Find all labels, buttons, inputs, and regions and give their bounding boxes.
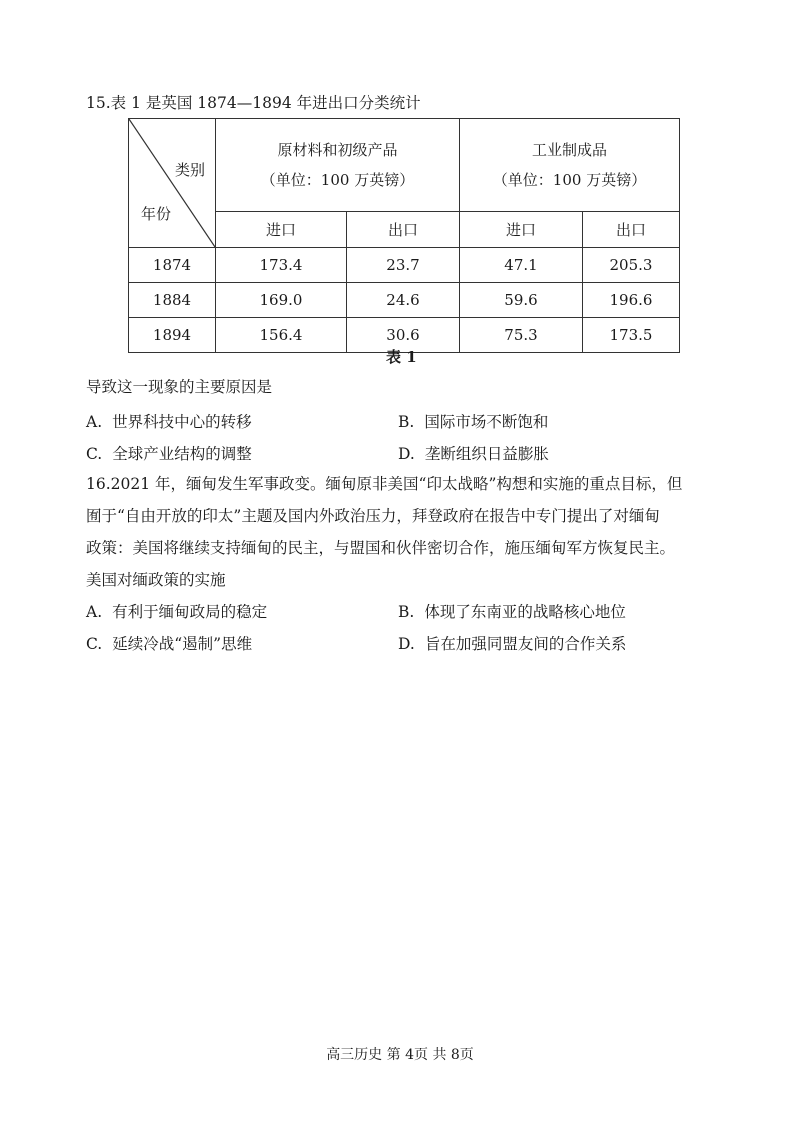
value-cell: 23.7	[347, 248, 460, 283]
value-cell: 59.6	[460, 283, 583, 318]
subheader-import: 进口	[460, 212, 583, 248]
year-cell: 1894	[129, 318, 216, 353]
page-footer: 高三历史 第 4页 共 8页	[326, 1047, 474, 1063]
question-16-option-a	[86, 600, 267, 622]
option-letter: C.	[86, 635, 103, 653]
option-text: 垄断组织日益膨胀	[424, 445, 549, 463]
value-cell: 196.6	[583, 283, 680, 318]
option-text: 世界科技中心的转移	[112, 413, 252, 431]
question-16-stem-line: 16.2021 年，缅甸发生军事政变。缅甸原非美国“印太战略”构想和实施的重点目标，但	[86, 475, 683, 493]
group-name: 工业制成品	[531, 141, 607, 159]
trade-statistics-table	[128, 118, 680, 353]
option-text: 全球产业结构的调整	[112, 445, 252, 463]
table-row	[129, 248, 680, 283]
option-letter: B.	[398, 413, 415, 431]
option-letter: D.	[398, 635, 415, 653]
year-cell: 1884	[129, 283, 216, 318]
question-15-stem: 15.表 1 是英国 1874—1894 年进出口分类统计	[86, 94, 421, 112]
subheader-export: 出口	[347, 212, 460, 248]
group-unit: （单位：100 万英镑）	[260, 171, 415, 189]
question-16-option-d	[398, 632, 626, 654]
subheader-export: 出口	[583, 212, 680, 248]
question-15-prompt: 导致这一现象的主要原因是	[86, 378, 273, 396]
question-15-option-b	[398, 410, 548, 432]
option-text: 延续冷战“遏制”思维	[112, 635, 253, 653]
year-cell: 1874	[129, 248, 216, 283]
group-header-manufactured-goods	[460, 119, 680, 212]
option-letter: A.	[86, 603, 103, 621]
group-header-raw-materials	[216, 119, 460, 212]
group-name: 原材料和初级产品	[277, 141, 398, 159]
value-cell: 75.3	[460, 318, 583, 353]
question-16-option-b	[398, 600, 626, 622]
value-cell: 47.1	[460, 248, 583, 283]
question-16-stem-line: 美国对缅政策的实施	[86, 571, 226, 589]
table-caption: 表 1	[386, 348, 417, 366]
value-cell: 24.6	[347, 283, 460, 318]
table-corner-cell	[129, 119, 216, 248]
question-15-option-d	[398, 442, 549, 464]
group-unit: （单位：100 万英镑）	[492, 171, 647, 189]
corner-label-category: 类别	[174, 161, 205, 179]
diagonal-line	[129, 119, 215, 247]
question-16-stem-line: 政策：美国将继续支持缅甸的民主，与盟国和伙伴密切合作，施压缅甸军方恢复民主。	[86, 539, 676, 557]
subheader-import: 进口	[216, 212, 347, 248]
value-cell: 173.5	[583, 318, 680, 353]
option-text: 有利于缅甸政局的稳定	[112, 603, 268, 621]
table-row	[129, 283, 680, 318]
question-16-stem-line: 囿于“自由开放的印太”主题及国内外政治压力，拜登政府在报告中专门提出了对缅甸	[86, 507, 660, 525]
value-cell: 156.4	[216, 318, 347, 353]
option-letter: D.	[398, 445, 415, 463]
question-15-option-a	[86, 410, 252, 432]
value-cell: 205.3	[583, 248, 680, 283]
question-16-option-c	[86, 632, 252, 654]
option-letter: A.	[86, 413, 103, 431]
option-letter: C.	[86, 445, 103, 463]
value-cell: 30.6	[347, 318, 460, 353]
value-cell: 173.4	[216, 248, 347, 283]
option-text: 旨在加强同盟友间的合作关系	[424, 635, 627, 653]
question-15-option-c	[86, 442, 252, 464]
corner-label-year: 年份	[141, 205, 172, 223]
value-cell: 169.0	[216, 283, 347, 318]
option-text: 国际市场不断饱和	[424, 413, 549, 431]
option-text: 体现了东南亚的战略核心地位	[424, 603, 626, 621]
option-letter: B.	[398, 603, 415, 621]
